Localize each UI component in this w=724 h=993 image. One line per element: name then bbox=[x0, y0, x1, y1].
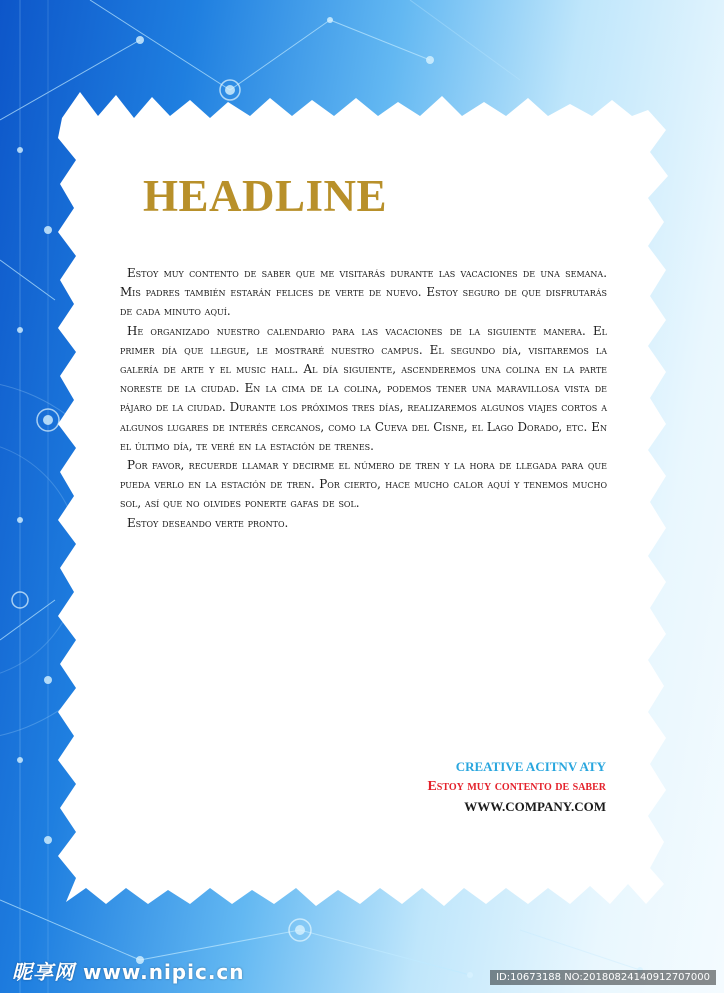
letter-body bbox=[120, 264, 607, 533]
watermark-logo bbox=[12, 956, 245, 985]
watermark-id: ID:10673188 NO:20180824140912707000 bbox=[490, 970, 716, 985]
contact-title: CREATIVE ACITNV ATY bbox=[455, 759, 606, 774]
body-paragraph: Estoy deseando verte pronto. bbox=[127, 515, 289, 530]
contact-block bbox=[427, 757, 606, 817]
body-paragraph: Por favor, recuerde llamar y decirme el número de tren y la hora de llegada para que pueda verlo en la estación de tren. Por cierto, hace mucho calor aquí y tenemos mucho sol, así que no olvides ponerte gafas de sol. bbox=[120, 458, 607, 511]
contact-website[interactable]: WWW.COMPANY.COM bbox=[464, 799, 606, 814]
watermark-logo-text: 昵享网 bbox=[12, 960, 75, 984]
watermark-bar bbox=[0, 957, 724, 993]
watermark-site: www.nipic.cn bbox=[82, 960, 245, 984]
contact-tagline: Estoy muy contento de saber bbox=[427, 779, 606, 794]
body-paragraph: Estoy muy contento de saber que me visitarás durante las vacaciones de una semana. Mis padres también estarán felices de verte de nuevo. Estoy seguro de que disfrutarás de cada minuto aquí. bbox=[120, 266, 607, 319]
headline: HEADLINE bbox=[143, 171, 388, 221]
body-paragraph: He organizado nuestro calendario para las vacaciones de la siguiente manera. El primer día que llegue, le mostraré nuestro campus. El segundo día, visitaremos la galería de arte y el music hall. Al día siguiente, ascenderemos una colina en la parte noreste de la ciudad. En la cima de la colina, podemos tener una maravillosa vista de pájaro de la ciudad. Durante los próximos tres días, realizaremos algunos viajes cortos a algunos lugares de interés cercanos, como la Cueva del Cisne, el Lago Dorado, etc. En el último día, te veré en la estación de trenes. bbox=[120, 323, 607, 453]
